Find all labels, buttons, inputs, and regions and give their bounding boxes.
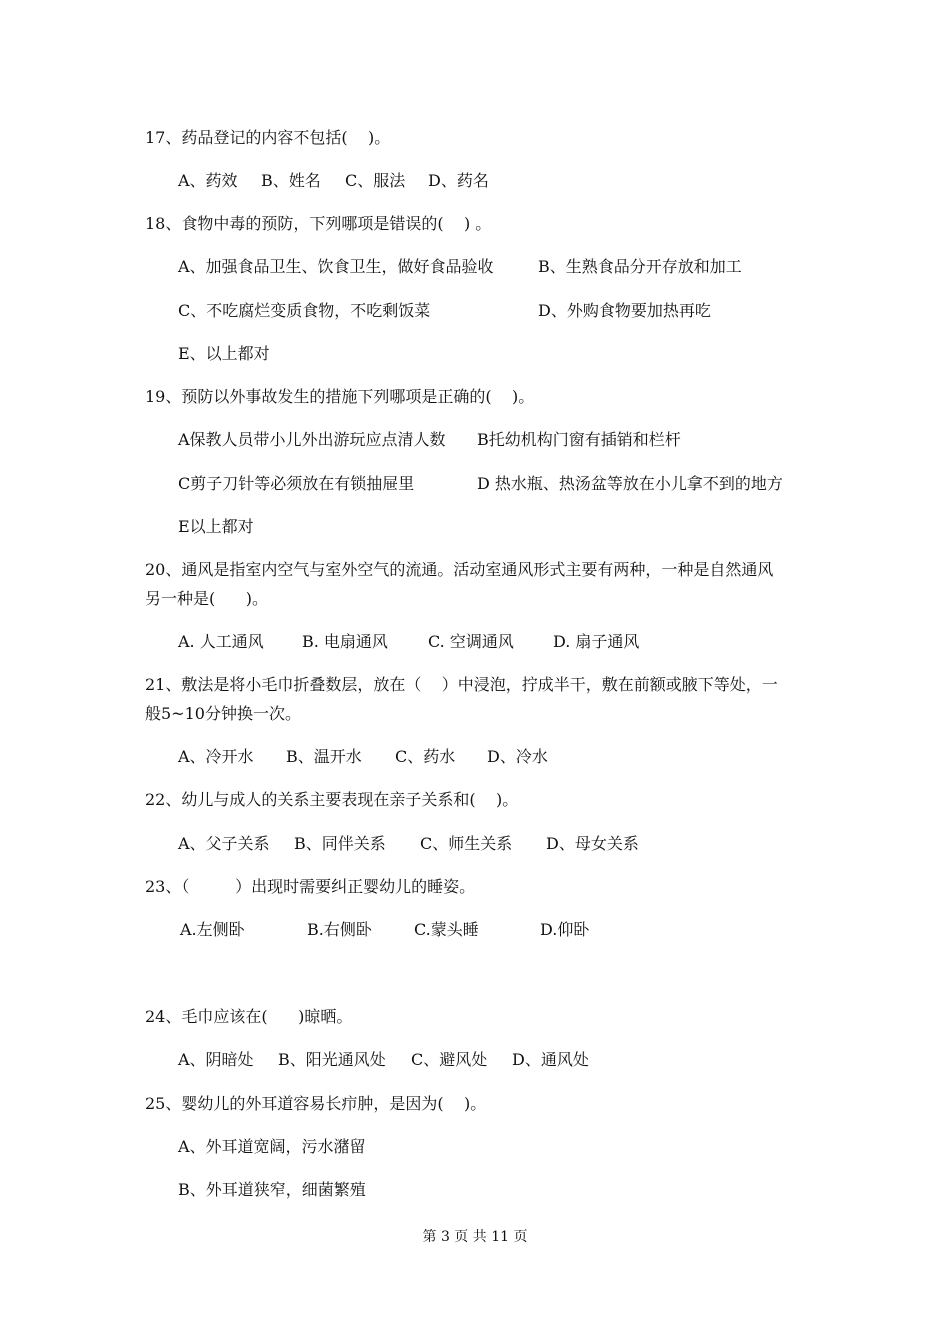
question-17-option-b: B、姓名 <box>261 171 321 190</box>
question-25-stem: 25、婴幼儿的外耳道容易长疖肿，是因为( )。 <box>145 1094 487 1113</box>
page-number-footer: 第 3 页 共 11 页 <box>422 1229 528 1245</box>
question-21-option-b: B、温开水 <box>286 747 362 766</box>
question-24-stem: 24、毛巾应该在( )晾晒。 <box>145 1007 353 1026</box>
question-25-option-a: A、外耳道宽阔，污水潴留 <box>178 1137 366 1156</box>
question-19-option-e: E以上都对 <box>178 517 254 536</box>
question-21-option-c: C、药水 <box>395 747 456 766</box>
question-25-option-b: B、外耳道狭窄，细菌繁殖 <box>178 1180 366 1199</box>
question-18-option-d: D、外购食物要加热再吃 <box>538 301 711 320</box>
question-18-option-c: C、不吃腐烂变质食物，不吃剩饭菜 <box>178 301 431 320</box>
question-24-option-c: C、避风处 <box>411 1050 488 1069</box>
question-24-option-a: A、阴暗处 <box>178 1050 254 1069</box>
question-21-option-a: A、冷开水 <box>178 747 254 766</box>
question-18-option-e: E、以上都对 <box>178 344 270 363</box>
question-20-option-a: A. 人工通风 <box>178 632 264 651</box>
question-20-stem-line2: 另一种是( )。 <box>145 589 269 608</box>
question-23-option-a: A.左侧卧 <box>180 920 245 939</box>
question-22-option-b: B、同伴关系 <box>294 834 386 853</box>
question-21-option-d: D、冷水 <box>487 747 548 766</box>
question-17-stem: 17、药品登记的内容不包括( )。 <box>145 128 391 147</box>
question-19-stem: 19、预防以外事故发生的措施下列哪项是正确的( )。 <box>145 387 535 406</box>
question-17-option-a: A、药效 <box>178 171 238 190</box>
question-24-option-d: D、通风处 <box>512 1050 589 1069</box>
question-18-option-b: B、生熟食品分开存放和加工 <box>538 257 742 276</box>
question-23-option-c: C.蒙头睡 <box>414 920 479 939</box>
question-22-option-d: D、母女关系 <box>546 834 639 853</box>
question-19-option-a: A保教人员带小儿外出游玩应点清人数 <box>178 430 446 449</box>
question-23-stem: 23、（ ）出现时需要纠正婴幼儿的睡姿。 <box>145 877 476 896</box>
question-17-option-d: D、药名 <box>428 171 489 190</box>
question-17-option-c: C、服法 <box>345 171 406 190</box>
question-20-option-d: D. 扇子通风 <box>553 632 640 651</box>
question-20-option-b: B. 电扇通风 <box>302 632 388 651</box>
question-23-option-b: B.右侧卧 <box>307 920 372 939</box>
question-19-option-c: C剪子刀针等必须放在有锁抽屉里 <box>178 474 415 493</box>
question-23-option-d: D.仰卧 <box>540 920 590 939</box>
question-22-stem: 22、幼儿与成人的关系主要表现在亲子关系和( )。 <box>145 790 519 809</box>
question-19-option-d: D 热水瓶、热汤盆等放在小儿拿不到的地方 <box>477 474 783 493</box>
question-19-option-b: B托幼机构门窗有插销和栏杆 <box>477 430 681 449</box>
question-18-stem: 18、食物中毒的预防，下列哪项是错误的( ) 。 <box>145 214 492 233</box>
question-20-stem-line1: 20、通风是指室内空气与室外空气的流通。活动室通风形式主要有两种，一种是自然通风 <box>145 560 774 579</box>
question-21-stem-line2: 般5~10分钟换一次。 <box>145 704 301 723</box>
question-22-option-a: A、父子关系 <box>178 834 270 853</box>
question-24-option-b: B、阳光通风处 <box>278 1050 386 1069</box>
question-22-option-c: C、师生关系 <box>420 834 513 853</box>
question-20-option-c: C. 空调通风 <box>428 632 514 651</box>
question-18-option-a: A、加强食品卫生、饮食卫生，做好食品验收 <box>178 257 494 276</box>
question-21-stem-line1: 21、敷法是将小毛巾折叠数层，放在（ ）中浸泡，拧成半干，敷在前额或腋下等处，一 <box>145 675 778 694</box>
